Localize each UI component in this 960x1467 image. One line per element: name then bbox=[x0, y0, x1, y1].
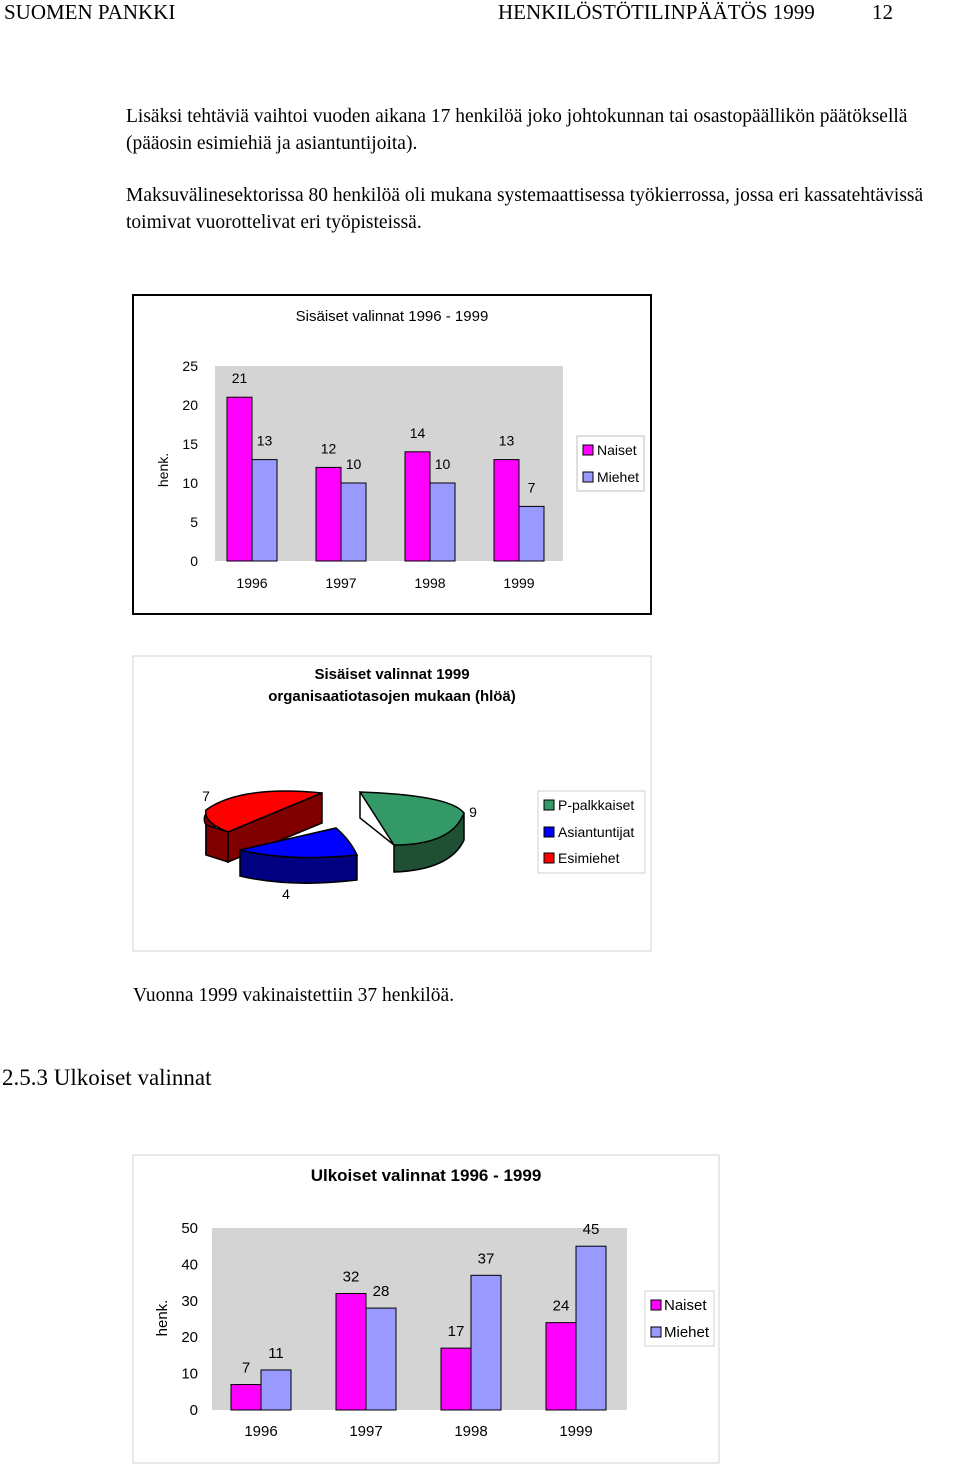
bar-miehet-1999 bbox=[576, 1246, 606, 1410]
data-label-naiset-1996: 21 bbox=[231, 370, 248, 387]
chart-title: Ulkoiset valinnat 1996 - 1999 bbox=[310, 1166, 542, 1185]
legend-swatch-naiset bbox=[651, 1300, 661, 1310]
legend-swatch-esimiehet bbox=[544, 853, 554, 863]
y-tick-label: 0 bbox=[189, 1402, 198, 1419]
pie-label-esimiehet: 7 bbox=[202, 788, 210, 804]
y-tick-label: 20 bbox=[181, 1329, 198, 1347]
bar-miehet-1997 bbox=[341, 483, 366, 561]
data-label-miehet-1998: 10 bbox=[434, 456, 451, 472]
legend-label-naiset: Naiset bbox=[664, 1297, 707, 1314]
x-tick-label-1999: 1999 bbox=[503, 575, 535, 591]
data-label-naiset-1997: 12 bbox=[320, 440, 337, 457]
paragraph-task-rotation: Lisäksi tehtäviä vaihtoi vuoden aikana 17 henkilöä joko johtokunnan tai osastopäällikön päätöksellä (pääosin esimiehiä ja asiantuntijoita). bbox=[126, 106, 908, 154]
y-tick-label: 10 bbox=[181, 1365, 198, 1383]
section-heading: 2.5.3 Ulkoiset valinnat bbox=[2, 1065, 212, 1090]
data-label-miehet-1999: 7 bbox=[527, 479, 536, 496]
legend-swatch-asiantuntijat bbox=[544, 827, 554, 837]
chart-subtitle: organisaatiotasojen mukaan (hlöä) bbox=[268, 688, 516, 705]
legend-label-esimiehet: Esimiehet bbox=[558, 850, 620, 866]
chart-legend bbox=[645, 1291, 714, 1346]
data-label-naiset-1998: 17 bbox=[447, 1323, 465, 1341]
legend-label-p-palkkaiset: P-palkkaiset bbox=[558, 797, 635, 813]
y-axis-label: henk. bbox=[154, 1299, 171, 1337]
bar-miehet-1998 bbox=[471, 1275, 501, 1410]
x-tick-label-1996: 1996 bbox=[244, 1423, 278, 1440]
bar-naiset-1998 bbox=[405, 452, 430, 561]
y-tick-label: 25 bbox=[182, 358, 198, 374]
bar-miehet-1996 bbox=[261, 1370, 291, 1410]
x-tick-label-1997: 1997 bbox=[349, 1423, 383, 1440]
y-tick-label: 10 bbox=[182, 475, 198, 491]
paragraph-payment-sector: Maksuvälinesektorissa 80 henkilöä oli mukana systemaattisessa työkierrossa, jossa eri kassatehtävissä toimivat vuorottelivat eri työpisteissä. bbox=[126, 185, 924, 233]
chart-internal-selections-1996-1999 bbox=[133, 295, 651, 614]
y-tick-label: 30 bbox=[181, 1292, 198, 1310]
legend-label-miehet: Miehet bbox=[597, 469, 640, 485]
header-document-title: HENKILÖSTÖTILINPÄÄTÖS 1999 bbox=[498, 0, 815, 24]
data-label-miehet-1996: 11 bbox=[268, 1344, 284, 1362]
header-organization: SUOMEN PANKKI bbox=[4, 0, 176, 24]
y-tick-label: 15 bbox=[182, 436, 198, 452]
data-label-miehet-1996: 13 bbox=[256, 432, 273, 449]
bar-miehet-1996 bbox=[252, 460, 277, 561]
legend-swatch-miehet bbox=[651, 1327, 661, 1337]
y-tick-label: 5 bbox=[190, 514, 198, 530]
data-label-miehet-1997: 28 bbox=[372, 1283, 390, 1301]
chart-legend bbox=[538, 791, 645, 873]
x-tick-label-1997: 1997 bbox=[325, 575, 357, 591]
page-number: 12 bbox=[872, 0, 893, 24]
bar-miehet-1999 bbox=[519, 506, 544, 561]
legend-label-naiset: Naiset bbox=[597, 442, 637, 458]
chart-internal-selections-1999-by-level bbox=[133, 656, 651, 951]
bar-naiset-1999 bbox=[546, 1323, 576, 1410]
data-label-miehet-1997: 10 bbox=[345, 456, 362, 472]
data-label-miehet-1999: 45 bbox=[582, 1221, 600, 1239]
legend-label-asiantuntijat: Asiantuntijat bbox=[558, 824, 635, 840]
bar-naiset-1996 bbox=[227, 397, 252, 561]
chart-title: Sisäiset valinnat 1999 bbox=[314, 666, 470, 683]
bar-naiset-1996 bbox=[231, 1385, 261, 1410]
chart-legend bbox=[577, 436, 644, 491]
data-label-naiset-1999: 13 bbox=[498, 432, 515, 449]
pie-label-p-palkkaiset: 9 bbox=[469, 804, 477, 820]
bar-miehet-1997 bbox=[366, 1308, 396, 1410]
pie-label-asiantuntijat: 4 bbox=[282, 886, 290, 902]
data-label-naiset-1998: 14 bbox=[409, 424, 426, 441]
legend-swatch-p-palkkaiset bbox=[544, 800, 554, 810]
paragraph-permanent-hires: Vuonna 1999 vakinaistettiin 37 henkilöä. bbox=[133, 985, 455, 1006]
bar-naiset-1997 bbox=[336, 1294, 366, 1410]
y-tick-label: 50 bbox=[181, 1220, 198, 1237]
data-label-naiset-1999: 24 bbox=[552, 1297, 570, 1315]
bar-naiset-1999 bbox=[494, 460, 519, 561]
y-tick-label: 0 bbox=[190, 553, 198, 569]
x-tick-label-1998: 1998 bbox=[414, 575, 446, 591]
legend-label-miehet: Miehet bbox=[664, 1324, 710, 1341]
data-label-naiset-1996: 7 bbox=[241, 1359, 251, 1377]
x-tick-label-1999: 1999 bbox=[559, 1423, 593, 1440]
legend-swatch-naiset bbox=[583, 445, 593, 455]
y-tick-label: 40 bbox=[181, 1256, 198, 1274]
chart-title: Sisäiset valinnat 1996 - 1999 bbox=[295, 308, 489, 325]
bar-miehet-1998 bbox=[430, 483, 455, 561]
y-axis-label: henk. bbox=[155, 452, 171, 488]
x-tick-label-1996: 1996 bbox=[236, 575, 268, 591]
data-label-miehet-1998: 37 bbox=[477, 1250, 495, 1268]
x-tick-label-1998: 1998 bbox=[454, 1423, 488, 1440]
data-label-naiset-1997: 32 bbox=[342, 1268, 360, 1286]
y-tick-label: 20 bbox=[182, 397, 198, 413]
legend-swatch-miehet bbox=[583, 472, 593, 482]
chart-external-selections-1996-1999 bbox=[133, 1155, 719, 1463]
bar-naiset-1998 bbox=[441, 1348, 471, 1410]
bar-naiset-1997 bbox=[316, 467, 341, 561]
